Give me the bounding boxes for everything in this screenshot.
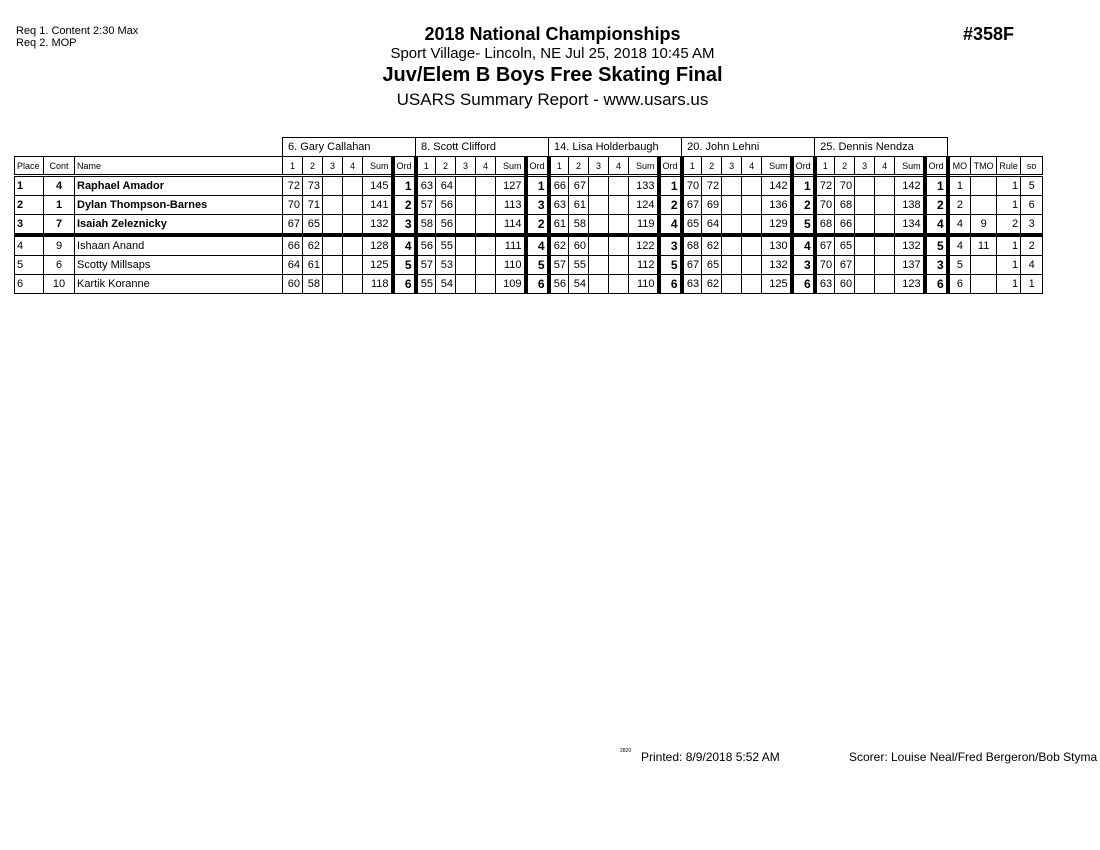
col-header-j1: 1 xyxy=(682,157,702,176)
score-cell xyxy=(343,256,363,275)
score-cell xyxy=(456,275,476,294)
place-cell: 6 xyxy=(15,275,44,294)
ordinal-cell: 6 xyxy=(925,275,948,294)
rule-cell: 1 xyxy=(997,235,1021,256)
sum-cell: 119 xyxy=(629,215,659,236)
contestant-number-cell: 4 xyxy=(44,176,75,196)
score-cell: 66 xyxy=(835,215,855,236)
col-header-j1: 1 xyxy=(283,157,303,176)
score-cell xyxy=(589,176,609,196)
score-cell xyxy=(609,235,629,256)
sum-cell: 109 xyxy=(496,275,526,294)
so-cell: 2 xyxy=(1021,235,1043,256)
sum-cell: 134 xyxy=(895,215,925,236)
score-cell: 63 xyxy=(416,176,436,196)
score-cell xyxy=(875,235,895,256)
score-cell xyxy=(855,196,875,215)
so-cell: 1 xyxy=(1021,275,1043,294)
score-cell xyxy=(323,275,343,294)
col-header-ord: Ord xyxy=(925,157,948,176)
score-cell: 72 xyxy=(702,176,722,196)
tmo-cell xyxy=(971,176,997,196)
score-cell xyxy=(722,235,742,256)
score-cell xyxy=(742,275,762,294)
skater-name-cell: Isaiah Zeleznicky xyxy=(75,215,283,236)
requirement-2: Req 2. MOP xyxy=(16,37,77,49)
score-cell xyxy=(323,196,343,215)
score-cell xyxy=(722,176,742,196)
ordinal-cell: 5 xyxy=(393,256,416,275)
score-cell: 70 xyxy=(283,196,303,215)
skater-name-cell: Dylan Thompson-Barnes xyxy=(75,196,283,215)
sum-cell: 136 xyxy=(762,196,792,215)
rule-cell: 1 xyxy=(997,275,1021,294)
col-header-ord: Ord xyxy=(526,157,549,176)
skater-name-cell: Raphael Amador xyxy=(75,176,283,196)
score-cell: 55 xyxy=(569,256,589,275)
rule-cell: 2 xyxy=(997,215,1021,236)
score-cell xyxy=(589,215,609,236)
sum-cell: 132 xyxy=(762,256,792,275)
score-cell: 65 xyxy=(835,235,855,256)
table-row xyxy=(15,196,1043,215)
col-header-sum: Sum xyxy=(762,157,792,176)
col-header-sum: Sum xyxy=(363,157,393,176)
ordinal-cell: 4 xyxy=(393,235,416,256)
score-cell xyxy=(323,235,343,256)
sum-cell: 129 xyxy=(762,215,792,236)
score-cell xyxy=(456,235,476,256)
score-cell: 60 xyxy=(569,235,589,256)
score-cell: 61 xyxy=(549,215,569,236)
sum-cell: 122 xyxy=(629,235,659,256)
score-cell xyxy=(742,235,762,256)
score-cell: 60 xyxy=(835,275,855,294)
judge-name: 8. Scott Clifford xyxy=(416,138,549,157)
col-header-cont: Cont xyxy=(44,157,75,176)
ordinal-cell: 2 xyxy=(526,215,549,236)
col-header-j4: 4 xyxy=(875,157,895,176)
score-cell xyxy=(855,256,875,275)
score-cell xyxy=(589,196,609,215)
report-subtitle: USARS Summary Report - www.usars.us xyxy=(396,90,709,109)
col-header-j1: 1 xyxy=(815,157,835,176)
score-cell: 67 xyxy=(835,256,855,275)
ordinal-cell: 3 xyxy=(792,256,815,275)
sum-cell: 141 xyxy=(363,196,393,215)
score-cell: 64 xyxy=(436,176,456,196)
requirement-1: Req 1. Content 2:30 Max xyxy=(16,25,139,37)
col-header-sum: Sum xyxy=(895,157,925,176)
col-header-j2: 2 xyxy=(569,157,589,176)
tmo-cell: 11 xyxy=(971,235,997,256)
col-header-rule: Rule xyxy=(997,157,1021,176)
score-cell xyxy=(343,235,363,256)
division-title: Juv/Elem B Boys Free Skating Final xyxy=(382,64,723,86)
score-cell: 53 xyxy=(436,256,456,275)
score-cell xyxy=(722,256,742,275)
score-cell: 65 xyxy=(682,215,702,236)
mo-cell: 1 xyxy=(948,176,971,196)
sum-cell: 111 xyxy=(496,235,526,256)
col-header-j1: 1 xyxy=(416,157,436,176)
col-header-tmo: TMO xyxy=(971,157,997,176)
ordinal-cell: 1 xyxy=(925,176,948,196)
score-cell xyxy=(722,275,742,294)
event-code: #358F xyxy=(963,24,1015,44)
sum-cell: 132 xyxy=(895,235,925,256)
ordinal-cell: 5 xyxy=(792,215,815,236)
ordinal-cell: 4 xyxy=(925,215,948,236)
score-cell: 54 xyxy=(436,275,456,294)
score-cell: 60 xyxy=(283,275,303,294)
score-cell xyxy=(456,196,476,215)
score-cell: 72 xyxy=(283,176,303,196)
score-cell xyxy=(742,176,762,196)
col-header-j4: 4 xyxy=(343,157,363,176)
judge-name: 6. Gary Callahan xyxy=(283,138,416,157)
score-cell: 58 xyxy=(416,215,436,236)
score-cell xyxy=(343,275,363,294)
score-cell xyxy=(855,275,875,294)
ordinal-cell: 1 xyxy=(792,176,815,196)
score-cell: 63 xyxy=(549,196,569,215)
tiny-code: 2820 xyxy=(620,748,632,754)
skater-name-cell: Scotty Millsaps xyxy=(75,256,283,275)
score-cell xyxy=(875,256,895,275)
score-cell: 57 xyxy=(549,256,569,275)
score-cell xyxy=(456,256,476,275)
ordinal-cell: 1 xyxy=(393,176,416,196)
place-cell: 4 xyxy=(15,235,44,256)
sum-cell: 114 xyxy=(496,215,526,236)
sum-cell: 124 xyxy=(629,196,659,215)
col-header-j3: 3 xyxy=(855,157,875,176)
so-cell: 6 xyxy=(1021,196,1043,215)
sum-cell: 125 xyxy=(762,275,792,294)
sum-cell: 110 xyxy=(496,256,526,275)
ordinal-cell: 6 xyxy=(792,275,815,294)
ordinal-cell: 5 xyxy=(526,256,549,275)
col-header-j4: 4 xyxy=(742,157,762,176)
score-cell: 56 xyxy=(436,215,456,236)
ordinal-cell: 6 xyxy=(526,275,549,294)
sum-cell: 125 xyxy=(363,256,393,275)
ordinal-cell: 4 xyxy=(792,235,815,256)
table-row xyxy=(15,215,1043,236)
sum-cell: 137 xyxy=(895,256,925,275)
ordinal-cell: 1 xyxy=(659,176,682,196)
contestant-number-cell: 7 xyxy=(44,215,75,236)
score-cell xyxy=(476,196,496,215)
score-cell xyxy=(589,256,609,275)
score-cell: 73 xyxy=(303,176,323,196)
place-cell: 1 xyxy=(15,176,44,196)
place-cell: 2 xyxy=(15,196,44,215)
ordinal-cell: 3 xyxy=(393,215,416,236)
judge-name: 14. Lisa Holderbaugh xyxy=(549,138,682,157)
skater-name-cell: Ishaan Anand xyxy=(75,235,283,256)
sum-cell: 138 xyxy=(895,196,925,215)
score-cell xyxy=(875,215,895,236)
sum-cell: 123 xyxy=(895,275,925,294)
rule-cell: 1 xyxy=(997,176,1021,196)
so-cell: 4 xyxy=(1021,256,1043,275)
score-cell xyxy=(476,235,496,256)
score-cell xyxy=(875,196,895,215)
score-cell: 63 xyxy=(682,275,702,294)
sum-cell: 142 xyxy=(895,176,925,196)
score-cell: 62 xyxy=(702,235,722,256)
score-cell xyxy=(609,275,629,294)
score-cell: 72 xyxy=(815,176,835,196)
ordinal-cell: 1 xyxy=(526,176,549,196)
col-header-j4: 4 xyxy=(609,157,629,176)
ordinal-cell: 3 xyxy=(659,235,682,256)
score-cell xyxy=(456,215,476,236)
score-cell xyxy=(722,196,742,215)
ordinal-cell: 2 xyxy=(393,196,416,215)
col-header-ord: Ord xyxy=(393,157,416,176)
so-cell: 3 xyxy=(1021,215,1043,236)
score-cell xyxy=(609,215,629,236)
col-header-j2: 2 xyxy=(702,157,722,176)
score-cell: 67 xyxy=(682,196,702,215)
results-table xyxy=(14,137,1043,294)
col-header-ord: Ord xyxy=(792,157,815,176)
tmo-cell xyxy=(971,256,997,275)
sum-cell: 113 xyxy=(496,196,526,215)
venue-datetime: Sport Village- Lincoln, NE Jul 25, 2018 10:45 AM xyxy=(390,45,715,62)
score-cell: 67 xyxy=(682,256,702,275)
score-cell xyxy=(609,256,629,275)
ordinal-cell: 3 xyxy=(925,256,948,275)
score-cell: 67 xyxy=(569,176,589,196)
ordinal-cell: 2 xyxy=(792,196,815,215)
sum-cell: 142 xyxy=(762,176,792,196)
ordinal-cell: 5 xyxy=(659,256,682,275)
tmo-cell xyxy=(971,275,997,294)
sum-cell: 128 xyxy=(363,235,393,256)
score-cell: 58 xyxy=(303,275,323,294)
score-cell xyxy=(456,176,476,196)
score-cell: 68 xyxy=(815,215,835,236)
score-cell: 69 xyxy=(702,196,722,215)
col-header-j3: 3 xyxy=(589,157,609,176)
score-cell xyxy=(343,215,363,236)
col-header-j2: 2 xyxy=(436,157,456,176)
printed-timestamp: Printed: 8/9/2018 5:52 AM xyxy=(641,750,780,764)
mo-cell: 4 xyxy=(948,215,971,236)
column-header-row xyxy=(15,157,1043,176)
sum-cell: 127 xyxy=(496,176,526,196)
col-header-sum: Sum xyxy=(496,157,526,176)
score-cell: 62 xyxy=(702,275,722,294)
rule-cell: 1 xyxy=(997,196,1021,215)
ordinal-cell: 2 xyxy=(925,196,948,215)
score-cell xyxy=(589,275,609,294)
score-cell xyxy=(609,196,629,215)
col-header-sum: Sum xyxy=(629,157,659,176)
score-cell xyxy=(476,256,496,275)
ordinal-cell: 2 xyxy=(659,196,682,215)
table-row xyxy=(15,275,1043,294)
mo-cell: 2 xyxy=(948,196,971,215)
score-cell xyxy=(855,235,875,256)
skater-name-cell: Kartik Koranne xyxy=(75,275,283,294)
col-header-j1: 1 xyxy=(549,157,569,176)
score-cell xyxy=(855,176,875,196)
score-cell: 65 xyxy=(702,256,722,275)
score-cell xyxy=(609,176,629,196)
mo-cell: 4 xyxy=(948,235,971,256)
col-header-so: so xyxy=(1021,157,1043,176)
col-header-place: Place xyxy=(15,157,44,176)
score-cell xyxy=(476,275,496,294)
contestant-number-cell: 10 xyxy=(44,275,75,294)
score-cell: 61 xyxy=(303,256,323,275)
so-cell: 5 xyxy=(1021,176,1043,196)
score-cell xyxy=(722,215,742,236)
contestant-number-cell: 6 xyxy=(44,256,75,275)
contestant-number-cell: 9 xyxy=(44,235,75,256)
score-cell xyxy=(476,176,496,196)
ordinal-cell: 3 xyxy=(526,196,549,215)
sum-cell: 133 xyxy=(629,176,659,196)
place-cell: 5 xyxy=(15,256,44,275)
col-header-name: Name xyxy=(75,157,283,176)
score-cell xyxy=(323,256,343,275)
score-cell: 58 xyxy=(569,215,589,236)
score-cell: 66 xyxy=(283,235,303,256)
col-header-j3: 3 xyxy=(323,157,343,176)
tmo-cell: 9 xyxy=(971,215,997,236)
col-header-j3: 3 xyxy=(722,157,742,176)
score-cell: 70 xyxy=(682,176,702,196)
sum-cell: 118 xyxy=(363,275,393,294)
judge-name: 25. Dennis Nendza xyxy=(815,138,948,157)
rule-cell: 1 xyxy=(997,256,1021,275)
score-cell: 65 xyxy=(303,215,323,236)
col-header-mo: MO xyxy=(948,157,971,176)
sum-cell: 132 xyxy=(363,215,393,236)
score-cell xyxy=(742,256,762,275)
score-cell: 56 xyxy=(436,196,456,215)
ordinal-cell: 4 xyxy=(659,215,682,236)
sum-cell: 130 xyxy=(762,235,792,256)
score-cell: 55 xyxy=(436,235,456,256)
mo-cell: 6 xyxy=(948,275,971,294)
score-cell: 57 xyxy=(416,196,436,215)
score-cell xyxy=(875,275,895,294)
mo-cell: 5 xyxy=(948,256,971,275)
score-cell: 62 xyxy=(303,235,323,256)
score-cell: 71 xyxy=(303,196,323,215)
score-cell xyxy=(323,215,343,236)
score-cell xyxy=(343,176,363,196)
place-cell: 3 xyxy=(15,215,44,236)
score-cell xyxy=(589,235,609,256)
col-header-ord: Ord xyxy=(659,157,682,176)
table-row xyxy=(15,176,1043,196)
contestant-number-cell: 1 xyxy=(44,196,75,215)
score-cell: 63 xyxy=(815,275,835,294)
score-cell: 55 xyxy=(416,275,436,294)
judge-header-row xyxy=(15,138,1043,157)
score-cell: 68 xyxy=(835,196,855,215)
event-title: 2018 National Championships xyxy=(424,24,681,44)
score-cell: 70 xyxy=(835,176,855,196)
ordinal-cell: 6 xyxy=(659,275,682,294)
score-cell: 67 xyxy=(283,215,303,236)
score-cell xyxy=(742,215,762,236)
sum-cell: 112 xyxy=(629,256,659,275)
ordinal-cell: 4 xyxy=(526,235,549,256)
score-cell: 70 xyxy=(815,196,835,215)
score-cell xyxy=(323,176,343,196)
score-cell: 62 xyxy=(549,235,569,256)
score-cell: 61 xyxy=(569,196,589,215)
sum-cell: 145 xyxy=(363,176,393,196)
score-cell: 56 xyxy=(416,235,436,256)
score-cell: 64 xyxy=(283,256,303,275)
score-cell: 66 xyxy=(549,176,569,196)
col-header-j3: 3 xyxy=(456,157,476,176)
sum-cell: 110 xyxy=(629,275,659,294)
score-cell: 64 xyxy=(702,215,722,236)
score-cell: 70 xyxy=(815,256,835,275)
score-cell xyxy=(476,215,496,236)
score-cell: 56 xyxy=(549,275,569,294)
table-row xyxy=(15,235,1043,256)
ordinal-cell: 6 xyxy=(393,275,416,294)
tmo-cell xyxy=(971,196,997,215)
table-row xyxy=(15,256,1043,275)
col-header-j2: 2 xyxy=(303,157,323,176)
score-cell: 54 xyxy=(569,275,589,294)
score-cell: 67 xyxy=(815,235,835,256)
score-cell xyxy=(742,196,762,215)
judge-name: 20. John Lehni xyxy=(682,138,815,157)
col-header-j4: 4 xyxy=(476,157,496,176)
score-cell xyxy=(855,215,875,236)
score-cell xyxy=(343,196,363,215)
scorer-names: Scorer: Louise Neal/Fred Bergeron/Bob Styma xyxy=(849,750,1098,764)
ordinal-cell: 5 xyxy=(925,235,948,256)
score-cell xyxy=(875,176,895,196)
score-cell: 57 xyxy=(416,256,436,275)
col-header-j2: 2 xyxy=(835,157,855,176)
score-cell: 68 xyxy=(682,235,702,256)
